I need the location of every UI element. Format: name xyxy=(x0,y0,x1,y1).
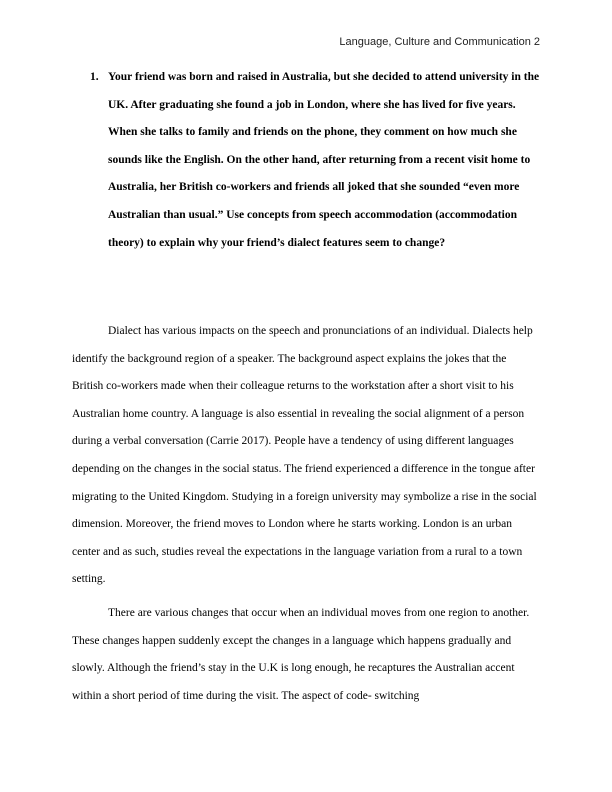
question-item xyxy=(90,64,540,257)
body-paragraph: There are various changes that occur when an individual moves from one region to another. These changes happen suddenly except the changes in a language which happens gradually and slowly. Although the friend’s stay in the U.K is long enough, he recaptures the Australian accent within a short period of time during the visit. The aspect of code- switching xyxy=(72,606,530,702)
answer-body xyxy=(72,318,540,716)
running-head: Language, Culture and Communication 2 xyxy=(339,36,540,48)
question-text: Your friend was born and raised in Australia, but she decided to attend university in the UK. After graduating she found a job in London, where she has lived for five years. When she talks to family and friends on the phone, they comment on how much she sounds like the English. On the other hand, after returning from a recent visit home to Australia, her British co-workers and friends all joked that she sounded “even more Australian than usual.” Use concepts from speech accommodation (accommodation theory) to explain why your friend’s dialect features seem to change? xyxy=(108,71,540,249)
body-paragraph: Dialect has various impacts on the speech and pronunciations of an individual. Dialects help identify the background region of a speaker. The background aspect explains the jokes that the British co-workers made when their colleague returns to the workstation after a short visit to his Australian home country. A language is also essential in revealing the social alignment of a person during a verbal conversation (Carrie 2017). People have a tendency of using different languages depending on the changes in the social status. The friend experienced a difference in the tongue after migrating to the United Kingdom. Studying in a foreign university may symbolize a rise in the social dimension. Moreover, the friend moves to London where he starts working. London is an urban center and as such, studies reveal the expectations in the language variation from a rural to a town setting. xyxy=(72,325,537,586)
question-number: 1. xyxy=(90,71,99,83)
